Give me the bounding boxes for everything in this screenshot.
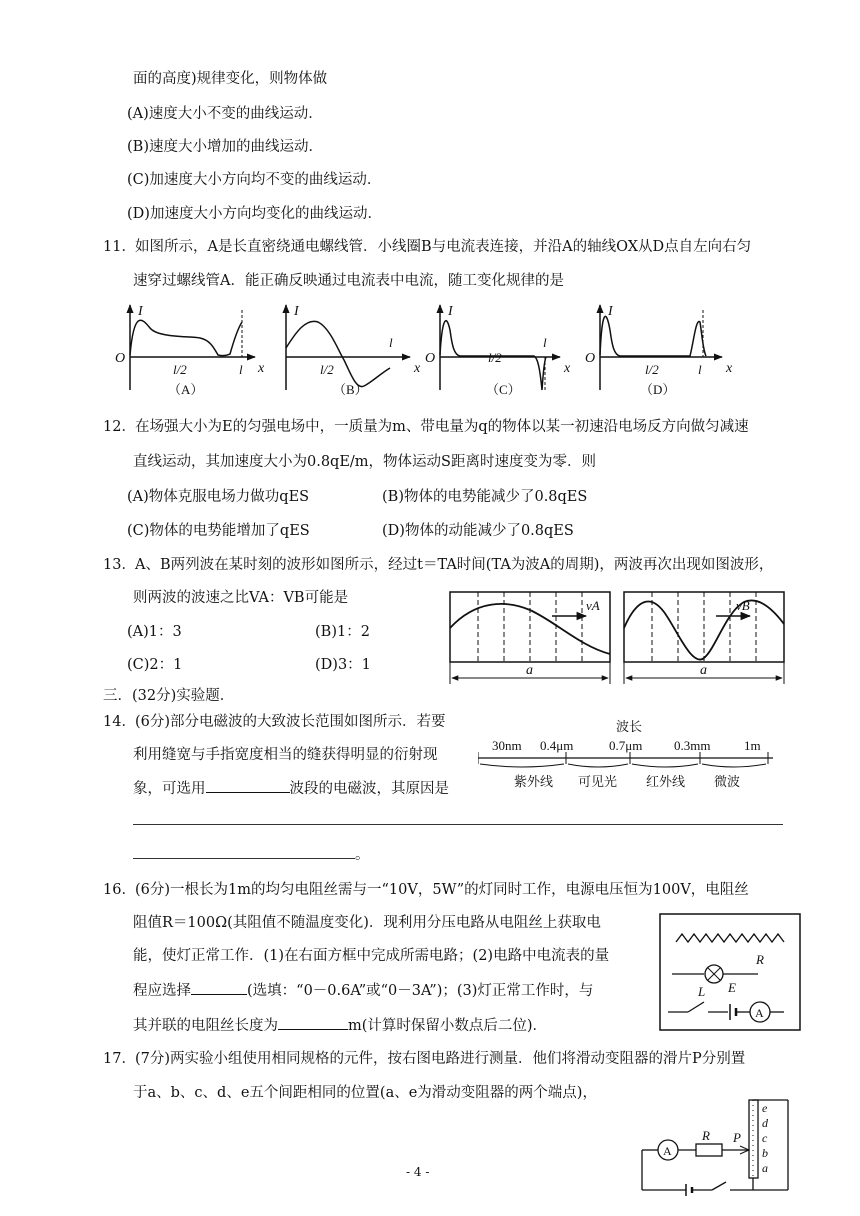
- q13-line2: 则两波的波速之比VA：VB可能是: [133, 590, 349, 606]
- q14-band-blank[interactable]: [206, 778, 290, 793]
- graph-a-origin: O: [115, 351, 126, 366]
- graph-b-axis-i: I: [294, 304, 299, 319]
- q17-position-a: a: [762, 1161, 768, 1175]
- q13-waves-figure: [446, 588, 786, 688]
- graph-b-label: （B）: [333, 382, 368, 397]
- q13-number: 13．: [103, 557, 136, 573]
- graph-a-tick-l: l: [239, 362, 243, 377]
- q12-number: 12．: [103, 419, 136, 435]
- spectrum-tick-0-3mm: 0.3mm: [674, 738, 711, 753]
- q14-number: 14．: [103, 714, 136, 730]
- q16-line4: [133, 980, 593, 1001]
- q10-option-c: (C)加速度大小方向均不变的曲线运动．: [127, 172, 382, 188]
- graph-c-tick-half: l/2: [488, 350, 502, 365]
- q12-option-d: (D)物体的动能减少了0.8qES: [382, 523, 574, 539]
- q12-line2: 直线运动，其加速度大小为0.8qE/m，物体运动S距离时速度变为零．则: [133, 454, 596, 470]
- q17-position-b: b: [762, 1146, 768, 1160]
- q14-line2: 利用缝宽与手指宽度相当的缝获得明显的衍射现: [133, 747, 438, 763]
- q13-option-c: (C)2：1: [127, 657, 183, 673]
- graph-d-tick-half: l/2: [645, 362, 659, 377]
- q14-answer-line-1[interactable]: [133, 824, 783, 825]
- graph-b-tick-half: l/2: [320, 362, 334, 377]
- q11-graphs-figure: [110, 300, 770, 400]
- spectrum-title: 波长: [616, 719, 643, 734]
- graph-a-label: （A）: [168, 382, 204, 397]
- q16-line3: 能，使灯正常工作．(1)在右面方框中完成所需电路；(2)电路中电流表的量: [133, 948, 610, 964]
- circuit-lamp-label: L: [698, 984, 706, 999]
- graph-a-axis-x: x: [258, 361, 265, 376]
- q16-circuit-figure: [658, 912, 804, 1034]
- q17-line2: 于a、b、c、d、e五个间距相同的位置(a、e为滑动变阻器的两个端点)，: [133, 1085, 597, 1101]
- graph-c-axis-x: x: [564, 361, 571, 376]
- graph-d-axis-x: x: [726, 361, 733, 376]
- q16-line5: [133, 1015, 547, 1036]
- q12-option-a: (A)物体克服电场力做功qES: [127, 489, 310, 505]
- q13-option-d: (D)3：1: [315, 657, 371, 673]
- wave-a-velocity-label: vA: [586, 598, 600, 613]
- q11-line2: 速穿过螺线管A．能正确反映通过电流表中电流，随工变化规律的是: [133, 273, 564, 289]
- q16-range-blank[interactable]: [191, 980, 247, 995]
- graph-d-origin: O: [585, 351, 596, 366]
- q16-line2: 阻值R＝100Ω(其阻值不随温度变化)．现利用分压电路从电阻丝上获取电: [133, 915, 601, 931]
- em-spectrum-figure: [478, 718, 778, 798]
- graph-d-label: （D）: [640, 382, 676, 397]
- q16-line5-prefix: 其并联的电阻丝长度为: [133, 1018, 278, 1034]
- q13-line1: A、B两列波在某时刻的波形如图所示，经过t＝TA时间(TA为波A的周期)，两波再次出现如图波形，: [135, 557, 774, 573]
- graph-b-tick-l: l: [389, 335, 393, 350]
- spectrum-tick-1m: 1m: [744, 738, 761, 753]
- q11-graph-a: [115, 304, 265, 397]
- circuit-source-label: E: [728, 980, 736, 995]
- section-3-heading: 三．(32分)实验题．: [103, 688, 235, 704]
- q17-position-d: d: [762, 1116, 768, 1130]
- q11-graph-d: [585, 304, 733, 397]
- q16-line4-suffix: (选填：“0－0.6A”或“0－3A”)；(3)灯正常工作时，与: [247, 983, 594, 999]
- spectrum-tick-0-4um: 0.4μm: [540, 738, 574, 753]
- q17-circuit-figure: [636, 1098, 806, 1198]
- circuit-ammeter-label: A: [755, 1006, 764, 1020]
- q11-line1: 如图所示，A是长直密绕通电螺线管．小线圈B与电流表连接，并沿A的轴线OX从D点自左向右匀: [135, 239, 752, 255]
- band-visible: 可见光: [578, 774, 618, 789]
- q10-option-b: (B)速度大小增加的曲线运动．: [127, 139, 323, 155]
- q13-option-b: (B)1：2: [315, 624, 370, 640]
- q16-number: 16．: [103, 882, 136, 898]
- q12-option-b: (B)物体的电势能减少了0.8qES: [382, 489, 588, 505]
- wave-b-panel: [624, 592, 784, 684]
- q11-graph-b: [286, 304, 421, 397]
- graph-d-tick-l: l: [698, 362, 702, 377]
- q12-line1: 在场强大小为E的匀强电场中，一质量为m、带电量为q的物体以某一初速沿电场反方向做匀减速: [135, 419, 749, 435]
- wave-a-length-label: a: [526, 663, 533, 678]
- q10-stem-tail: 面的高度)规律变化，则物体做: [133, 71, 328, 87]
- q14-line1: (6分)部分电磁波的大致波长范围如图所示．若要: [135, 714, 446, 730]
- q16-line4-prefix: 程应选择: [133, 983, 191, 999]
- spectrum-tick-0-7um: 0.7μm: [609, 738, 643, 753]
- wave-a-panel: [450, 592, 610, 684]
- band-microwave: 微波: [714, 774, 741, 789]
- q13-option-a: (A)1：3: [127, 624, 182, 640]
- graph-c-tick-l: l: [543, 335, 547, 350]
- graph-c-axis-i: I: [448, 304, 453, 319]
- q17-slider-label: P: [733, 1130, 741, 1145]
- q16-length-blank[interactable]: [278, 1015, 348, 1030]
- graph-d-axis-i: I: [608, 304, 613, 319]
- q11-number: 11．: [103, 239, 136, 255]
- q16-line1: (6分)一根长为1m的均匀电阻丝需与一“10V，5W”的灯同时工作，电源电压恒为100V，电阻丝: [135, 882, 749, 898]
- q14-line3-prefix: 象，可选用: [133, 781, 206, 797]
- band-uv: 紫外线: [514, 774, 554, 789]
- wave-b-velocity-label: vB: [736, 598, 750, 613]
- page-number: - 4 -: [406, 1165, 430, 1179]
- q17-position-e: e: [762, 1101, 768, 1115]
- graph-c-label: （C）: [486, 382, 521, 397]
- q17-line1: (7分)两实验小组使用相同规格的元件，按右图电路进行测量．他们将滑动变阻器的滑片P分别置: [135, 1051, 746, 1067]
- spectrum-tick-30nm: 30nm: [492, 738, 522, 753]
- q14-end-mark: 。: [355, 847, 370, 863]
- q17-position-c: c: [762, 1131, 768, 1145]
- q17-resistor-label: R: [702, 1128, 710, 1143]
- band-infrared: 红外线: [646, 774, 686, 789]
- q14-line3: [133, 778, 449, 799]
- q17-ammeter-label: A: [663, 1144, 672, 1158]
- q14-line3-suffix: 波段的电磁波，其原因是: [289, 781, 449, 797]
- graph-b-axis-x: x: [414, 361, 421, 376]
- q10-option-a: (A)速度大小不变的曲线运动．: [127, 106, 323, 122]
- q17-number: 17．: [103, 1051, 136, 1067]
- wave-b-length-label: a: [700, 663, 707, 678]
- graph-a-axis-i: I: [138, 304, 143, 319]
- q16-line5-suffix: m(计算时保留小数点后二位)．: [348, 1018, 548, 1034]
- q10-option-d: (D)加速度大小方向均变化的曲线运动．: [127, 206, 382, 222]
- q12-option-c: (C)物体的电势能增加了qES: [127, 523, 310, 539]
- graph-a-tick-half: l/2: [173, 362, 187, 377]
- q14-answer-line-2[interactable]: [133, 858, 355, 859]
- q11-graph-c: [425, 304, 571, 397]
- circuit-r-label: R: [756, 952, 764, 967]
- graph-c-origin: O: [425, 351, 436, 366]
